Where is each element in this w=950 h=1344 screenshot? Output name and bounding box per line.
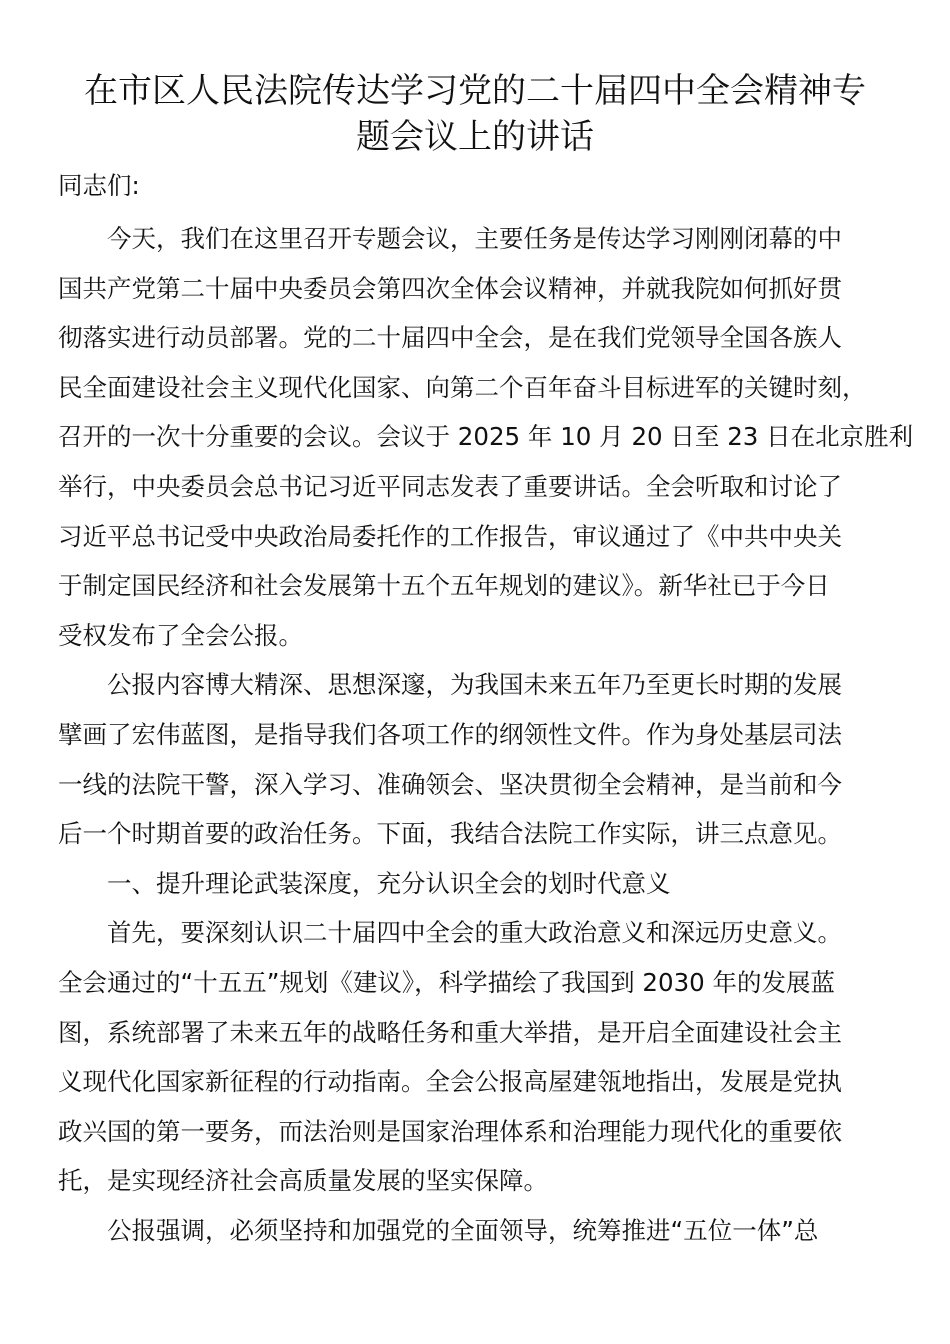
- text-line: 擘画了宏伟蓝图，是指导我们各项工作的纲领性文件。作为身处基层司法: [58, 719, 842, 749]
- text-line: 一线的法院干警，深入学习、准确领会、坚决贯彻全会精神，是当前和今: [58, 769, 842, 799]
- text-line: 于制定国民经济和社会发展第十五个五年规划的建议》。新华社已于今日: [58, 571, 830, 601]
- text-line: 全会通过的“十五五”规划《建议》，科学描绘了我国到 2030 年的发展蓝: [58, 967, 836, 997]
- text-line: 今天，我们在这里召开专题会议，主要任务是传达学习刚刚闭幕的中: [107, 224, 842, 253]
- text-line: 政兴国的第一要务，而法治则是国家治理体系和治理能力现代化的重要依: [58, 1116, 842, 1146]
- text-line: 举行，中央委员会总书记习近平同志发表了重要讲话。全会听取和讨论了: [58, 471, 842, 501]
- document-title: [50, 68, 900, 160]
- title-line-2: 题会议上的讲话: [356, 117, 594, 157]
- text-line: 一、提升理论武装深度，充分认识全会的划时代意义: [107, 868, 671, 898]
- text-line: 习近平总书记受中央政治局委托作的工作报告，审议通过了《中共中央关: [58, 521, 842, 551]
- text-line: 国共产党第二十届中央委员会第四次全体会议精神，并就我院如何抓好贯: [58, 273, 842, 303]
- text-line: 后一个时期首要的政治任务。下面，我结合法院工作实际，讲三点意见。: [58, 819, 842, 849]
- salutation: 同志们:: [58, 171, 140, 200]
- text-line: 公报强调，必须坚持和加强党的全面领导，统筹推进“五位一体”总: [107, 1215, 819, 1245]
- text-line: 民全面建设社会主义现代化国家、向第二个百年奋斗目标进军的关键时刻，: [58, 372, 867, 402]
- text-line: 托，是实现经济社会高质量发展的坚实保障。: [58, 1166, 548, 1196]
- text-line: 召开的一次十分重要的会议。会议于 2025 年 10 月 20 日至 23 日在北京胜利: [58, 422, 914, 452]
- text-line: 首先，要深刻认识二十届四中全会的重大政治意义和深远历史意义。: [107, 918, 842, 948]
- body-lines: [58, 214, 914, 1255]
- text-line: 公报内容博大精深、思想深邃，为我国未来五年乃至更长时期的发展: [107, 670, 842, 700]
- text-line: 义现代化国家新征程的行动指南。全会公报高屋建瓴地指出，发展是党执: [58, 1067, 842, 1097]
- title-line-1: 在市区人民法院传达学习党的二十届四中全会精神专: [84, 71, 866, 111]
- text-line: 图，系统部署了未来五年的战略任务和重大举措，是开启全面建设社会主: [58, 1017, 842, 1047]
- document-body: [58, 166, 914, 1255]
- text-line: 彻落实进行动员部署。党的二十届四中全会，是在我们党领导全国各族人: [58, 323, 842, 353]
- text-line: 受权发布了全会公报。: [58, 620, 303, 650]
